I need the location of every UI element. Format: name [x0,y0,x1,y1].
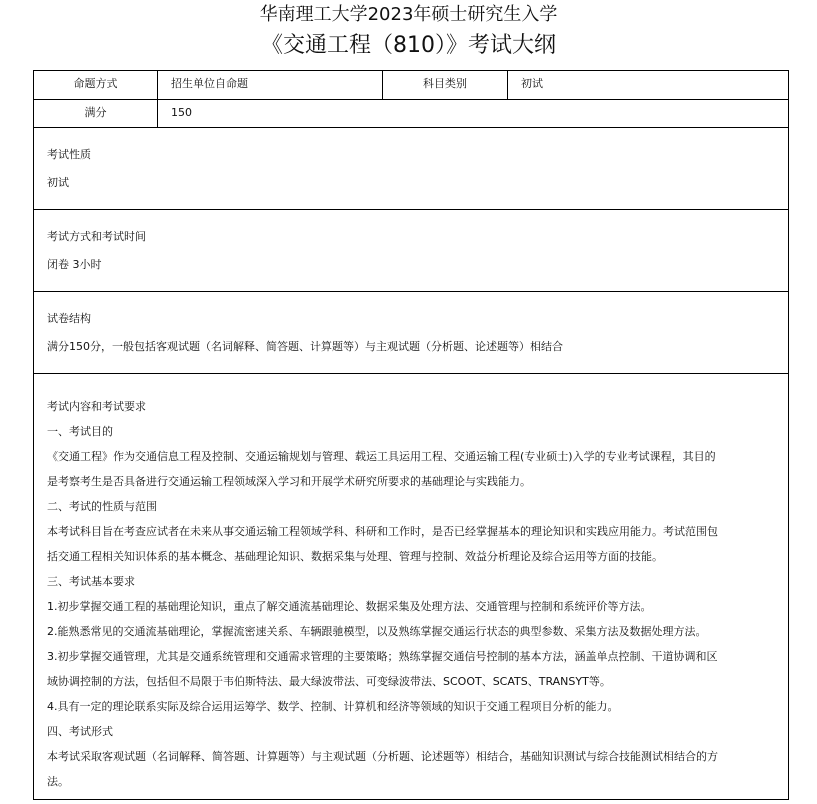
label-proposition-method: 命题方式 [34,71,158,99]
section-exam-content [34,374,788,804]
value-full-score: 150 [171,106,192,119]
table-row-full-score [34,100,788,128]
content-line: 二、考试的性质与范围 [47,500,157,513]
label-subject-category: 科目类别 [383,71,508,99]
content-line: 2.能熟悉常见的交通流基础理论，掌握流密速关系、车辆跟驰模型，以及熟练掌握交通运行状态的典型参数、采集方法及数据处理方法。 [47,625,707,638]
content-line: 是考察考生是否具备进行交通运输工程领域深入学习和开展学术研究所要求的基础理论与实践能力。 [47,475,531,488]
section-exam-method [34,210,788,292]
content-line: 一、考试目的 [47,425,113,438]
exam-content-body [47,394,777,794]
content-line: 本考试科目旨在考查应试者在未来从事交通运输工程领域学科、科研和工作时，是否已经掌握基本的理论知识和实践应用能力。考试范围包 [47,525,718,538]
content-line: 括交通工程相关知识体系的基本概念、基础理论知识、数据采集与处理、管理与控制、效益分析理论及综合运用等方面的技能。 [47,550,663,563]
label-full-score: 满分 [34,100,158,127]
section-paper-structure [34,292,788,374]
label-paper-structure: 试卷结构 [47,312,91,325]
document-title-line2: 《交通工程（810）》考试大纲 [261,33,556,58]
table-row-proposition [34,71,788,100]
content-line: 本考试采取客观试题（名词解释、简答题、计算题等）与主观试题（分析题、论述题等）相结合，基础知识测试与综合技能测试相结合的方 [47,750,718,763]
content-line: 法。 [47,775,69,788]
content-line: 《交通工程》作为交通信息工程及控制、交通运输规划与管理、载运工具运用工程、交通运输工程(专业硕士)入学的专业考试课程，其目的 [47,450,716,463]
syllabus-table [33,70,789,800]
content-line: 4.具有一定的理论联系实际及综合运用运筹学、数学、控制、计算机和经济等领域的知识于交通工程项目分析的能力。 [47,700,619,713]
value-exam-nature: 初试 [47,176,69,189]
label-exam-method: 考试方式和考试时间 [47,230,146,243]
content-line: 域协调控制的方法，包括但不局限于韦伯斯特法、最大绿波带法、可变绿波带法、SCOOT、SCATS、TRANSYT等。 [47,675,611,688]
value-proposition-method: 招生单位自命题 [158,71,383,99]
value-exam-method: 闭卷 3小时 [47,258,102,271]
document-title-line1: 华南理工大学2023年硕士研究生入学 [259,4,558,25]
label-exam-nature: 考试性质 [47,148,91,161]
content-line: 三、考试基本要求 [47,575,135,588]
content-line: 1.初步掌握交通工程的基础理论知识，重点了解交通流基础理论、数据采集及处理方法、交通管理与控制和系统评价等方法。 [47,600,652,613]
section-exam-nature [34,128,788,210]
content-line: 3.初步掌握交通管理，尤其是交通系统管理和交通需求管理的主要策略；熟练掌握交通信号控制的基本方法，涵盖单点控制、干道协调和区 [47,650,718,663]
content-heading: 考试内容和考试要求 [47,400,146,413]
value-paper-structure: 满分150分，一般包括客观试题（名词解释、简答题、计算题等）与主观试题（分析题、论述题等）相结合 [47,340,563,353]
content-line: 四、考试形式 [47,725,113,738]
value-subject-category: 初试 [521,77,543,90]
